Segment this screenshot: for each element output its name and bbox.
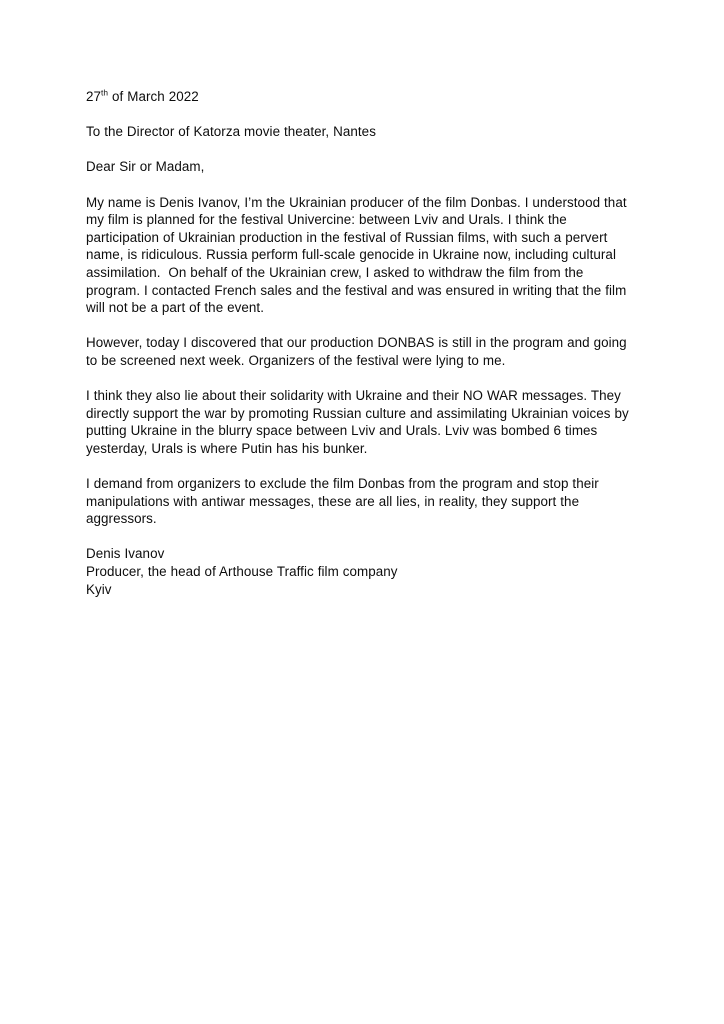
paragraph-4: I demand from organizers to exclude the film Donbas from the program and stop their manipulations with antiwar messages, these are all lies, in reality, they support the aggressors. — [86, 476, 603, 527]
signature-block — [86, 545, 632, 598]
date-day: 27 — [86, 89, 102, 104]
salutation-line: Dear Sir or Madam, — [86, 159, 205, 175]
paragraph-1: My name is Denis Ivanov, I’m the Ukrainian producer of the film Donbas. I understood that my film is planned for the festival Univercine: between Lviv and Urals. I think the participation of Ukrainian production in the festival of Russian films, with such a pervert name, is ridiculous. Russia perform full-scale genocide in Ukraine now, including cultural assimilation. On behalf of the Ukrainian crew, I asked to withdraw the film from the program. I contacted French sales and the festival and was ensured in writing that the film will not be a part of the event. — [86, 194, 631, 316]
recipient-line: To the Director of Katorza movie theater, Nantes — [86, 124, 376, 140]
paragraph-2: However, today I discovered that our production DONBAS is still in the program and going to be screened next week. Organizers of the festival were lying to me. — [86, 335, 631, 368]
signature-name: Denis Ivanov — [86, 546, 165, 562]
paragraph-3: I think they also lie about their solidarity with Ukraine and their NO WAR messages. They directly support the war by promoting Russian culture and assimilating Ukrainian voices by putting Ukraine in the blurry space between Lviv and Urals. Lviv was bombed 6 times yesterday, Urals is where Putin has his bunker. — [86, 388, 633, 456]
date-ordinal-suffix: th — [101, 87, 109, 98]
signature-city: Kyiv — [86, 581, 112, 597]
signature-title: Producer, the head of Arthouse Traffic film company — [86, 564, 398, 580]
letter-body — [86, 88, 632, 598]
date-line — [86, 88, 632, 106]
date-rest: of March 2022 — [108, 89, 199, 104]
